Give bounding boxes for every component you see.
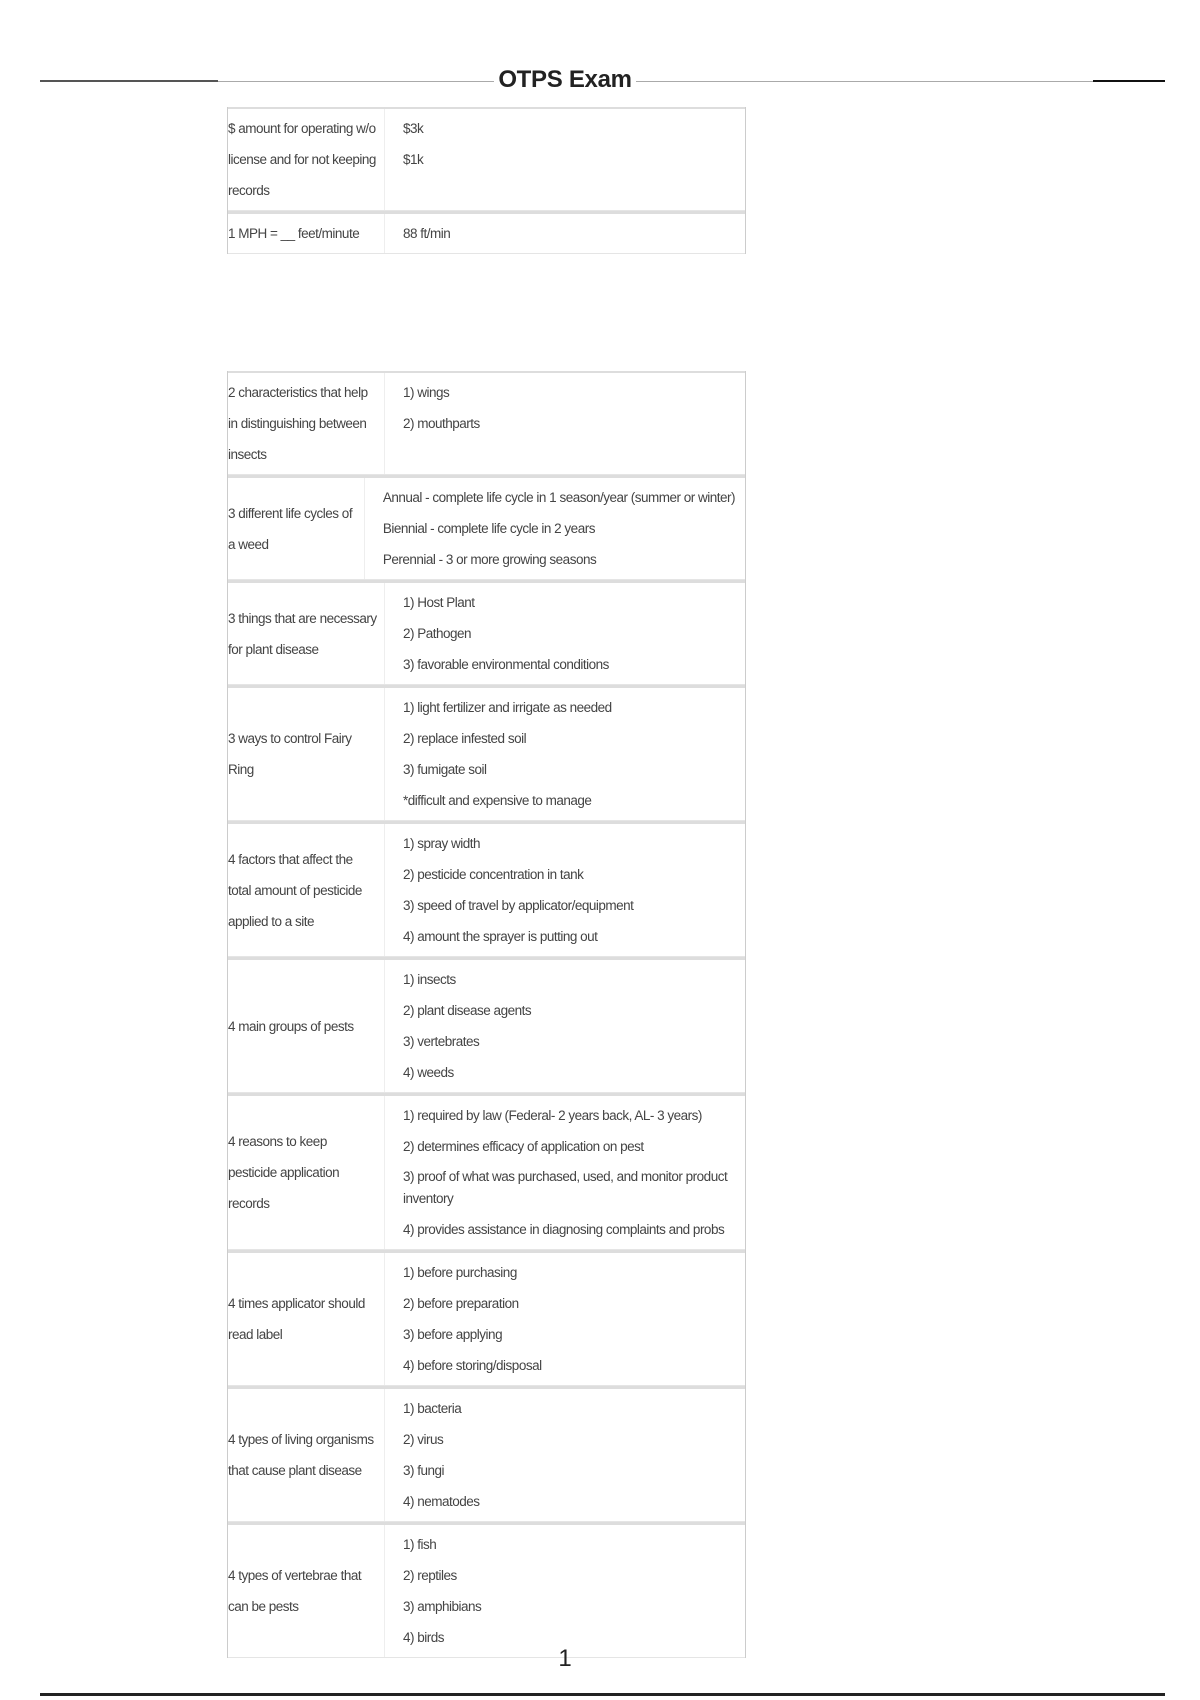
definition-line: 2) mouthparts [403, 416, 480, 431]
definition-line: 2) determines efficacy of application on pest [403, 1139, 644, 1154]
definition-line: 1) Host Plant [403, 595, 475, 610]
flashcard-term: 4 main groups of pests [228, 960, 385, 1092]
definition-line: 3) speed of travel by applicator/equipment [403, 898, 634, 913]
flashcard-term: 3 things that are necessary for plant disease [228, 583, 385, 684]
flashcard-term: 3 different life cycles of a weed [228, 478, 365, 579]
definition-line: 2) plant disease agents [403, 1003, 532, 1018]
flashcard-term: 1 MPH = __ feet/minute [228, 214, 385, 253]
flashcard-row [228, 371, 745, 475]
flashcard-term: 4 factors that affect the total amount of pesticide applied to a site [228, 824, 385, 956]
flashcard-definition [385, 583, 745, 684]
flashcard-definition [385, 688, 745, 820]
flashcard-definition [385, 109, 745, 210]
definition-line: 2) replace infested soil [403, 731, 527, 746]
definition-line: 1) bacteria [403, 1401, 462, 1416]
definition-line: 3) fumigate soil [403, 762, 487, 777]
flashcard-row [228, 475, 745, 580]
flashcard-definition [385, 214, 745, 253]
definition-line: 4) before storing/disposal [403, 1358, 542, 1373]
flashcard-definition [365, 478, 745, 579]
flashcard-table-1 [227, 107, 746, 254]
definition-line: 2) virus [403, 1432, 444, 1447]
flashcard-definition [385, 824, 745, 956]
definition-line: 4) weeds [403, 1065, 454, 1080]
definition-line: 3) before applying [403, 1327, 503, 1342]
definition-line: 4) nematodes [403, 1494, 480, 1509]
flashcard-row [228, 685, 745, 821]
definition-line: *difficult and expensive to manage [403, 793, 592, 808]
definition-line: 1) wings [403, 385, 450, 400]
definition-line: $3k [403, 121, 424, 136]
page-number: 1 [558, 1645, 572, 1672]
definition-line: 3) fungi [403, 1463, 445, 1478]
flashcard-row [228, 957, 745, 1093]
flashcard-definition [385, 373, 745, 474]
flashcard-row [228, 107, 745, 211]
definition-line: 2) reptiles [403, 1568, 457, 1583]
flashcard-term: 4 reasons to keep pesticide application records [228, 1096, 385, 1249]
definition-line: 3) proof of what was purchased, used, and monitor product inventory [403, 1169, 728, 1206]
flashcard-term: 2 characteristics that help in distinguishing between insects [228, 373, 385, 474]
flashcard-term: 4 types of vertebrae that can be pests [228, 1525, 385, 1657]
definition-line: Perennial - 3 or more growing seasons [382, 552, 597, 567]
footer-rule [40, 1693, 1165, 1696]
flashcard-row [228, 1522, 745, 1658]
flashcard-row [228, 1386, 745, 1522]
definition-line: 1) required by law (Federal- 2 years back, AL- 3 years) [403, 1108, 702, 1123]
flashcard-definition [385, 1389, 745, 1521]
definition-line: 3) favorable environmental conditions [403, 657, 609, 672]
flashcard-row [228, 580, 745, 685]
flashcard-term: $ amount for operating w/o license and for not keeping records [228, 109, 385, 210]
definition-line: 2) before preparation [403, 1296, 519, 1311]
flashcard-definition [385, 1253, 745, 1385]
flashcard-row [228, 1250, 745, 1386]
definition-line: 2) Pathogen [403, 626, 472, 641]
definition-line: 4) provides assistance in diagnosing complaints and probs [403, 1222, 725, 1237]
definition-line: Annual - complete life cycle in 1 season/year (summer or winter) [382, 490, 735, 505]
definition-line: $1k [403, 152, 424, 167]
definition-line: 2) pesticide concentration in tank [403, 867, 584, 882]
flashcard-term: 4 times applicator should read label [228, 1253, 385, 1385]
definition-line: 88 ft/min [403, 226, 451, 241]
document-title: OTPS Exam [494, 66, 635, 93]
flashcard-row [228, 211, 745, 254]
flashcard-term: 4 types of living organisms that cause plant disease [228, 1389, 385, 1521]
definition-line: 1) insects [403, 972, 456, 987]
definition-line: 4) birds [403, 1630, 445, 1645]
flashcard-row [228, 1093, 745, 1250]
definition-line: 3) amphibians [403, 1599, 482, 1614]
flashcard-table-2 [227, 371, 746, 1658]
flashcard-row [228, 821, 745, 957]
document-title-wrapper [0, 66, 1130, 94]
flashcard-definition [385, 1525, 745, 1657]
definition-line: Biennial - complete life cycle in 2 years [382, 521, 595, 536]
flashcard-definition [385, 1096, 745, 1249]
flashcard-term: 3 ways to control Fairy Ring [228, 688, 385, 820]
definition-line: 3) vertebrates [403, 1034, 480, 1049]
flashcard-definition [385, 960, 745, 1092]
definition-line: 4) amount the sprayer is putting out [403, 929, 598, 944]
definition-line: 1) before purchasing [403, 1265, 517, 1280]
definition-line: 1) spray width [403, 836, 481, 851]
definition-line: 1) fish [403, 1537, 437, 1552]
definition-line: 1) light fertilizer and irrigate as needed [403, 700, 612, 715]
